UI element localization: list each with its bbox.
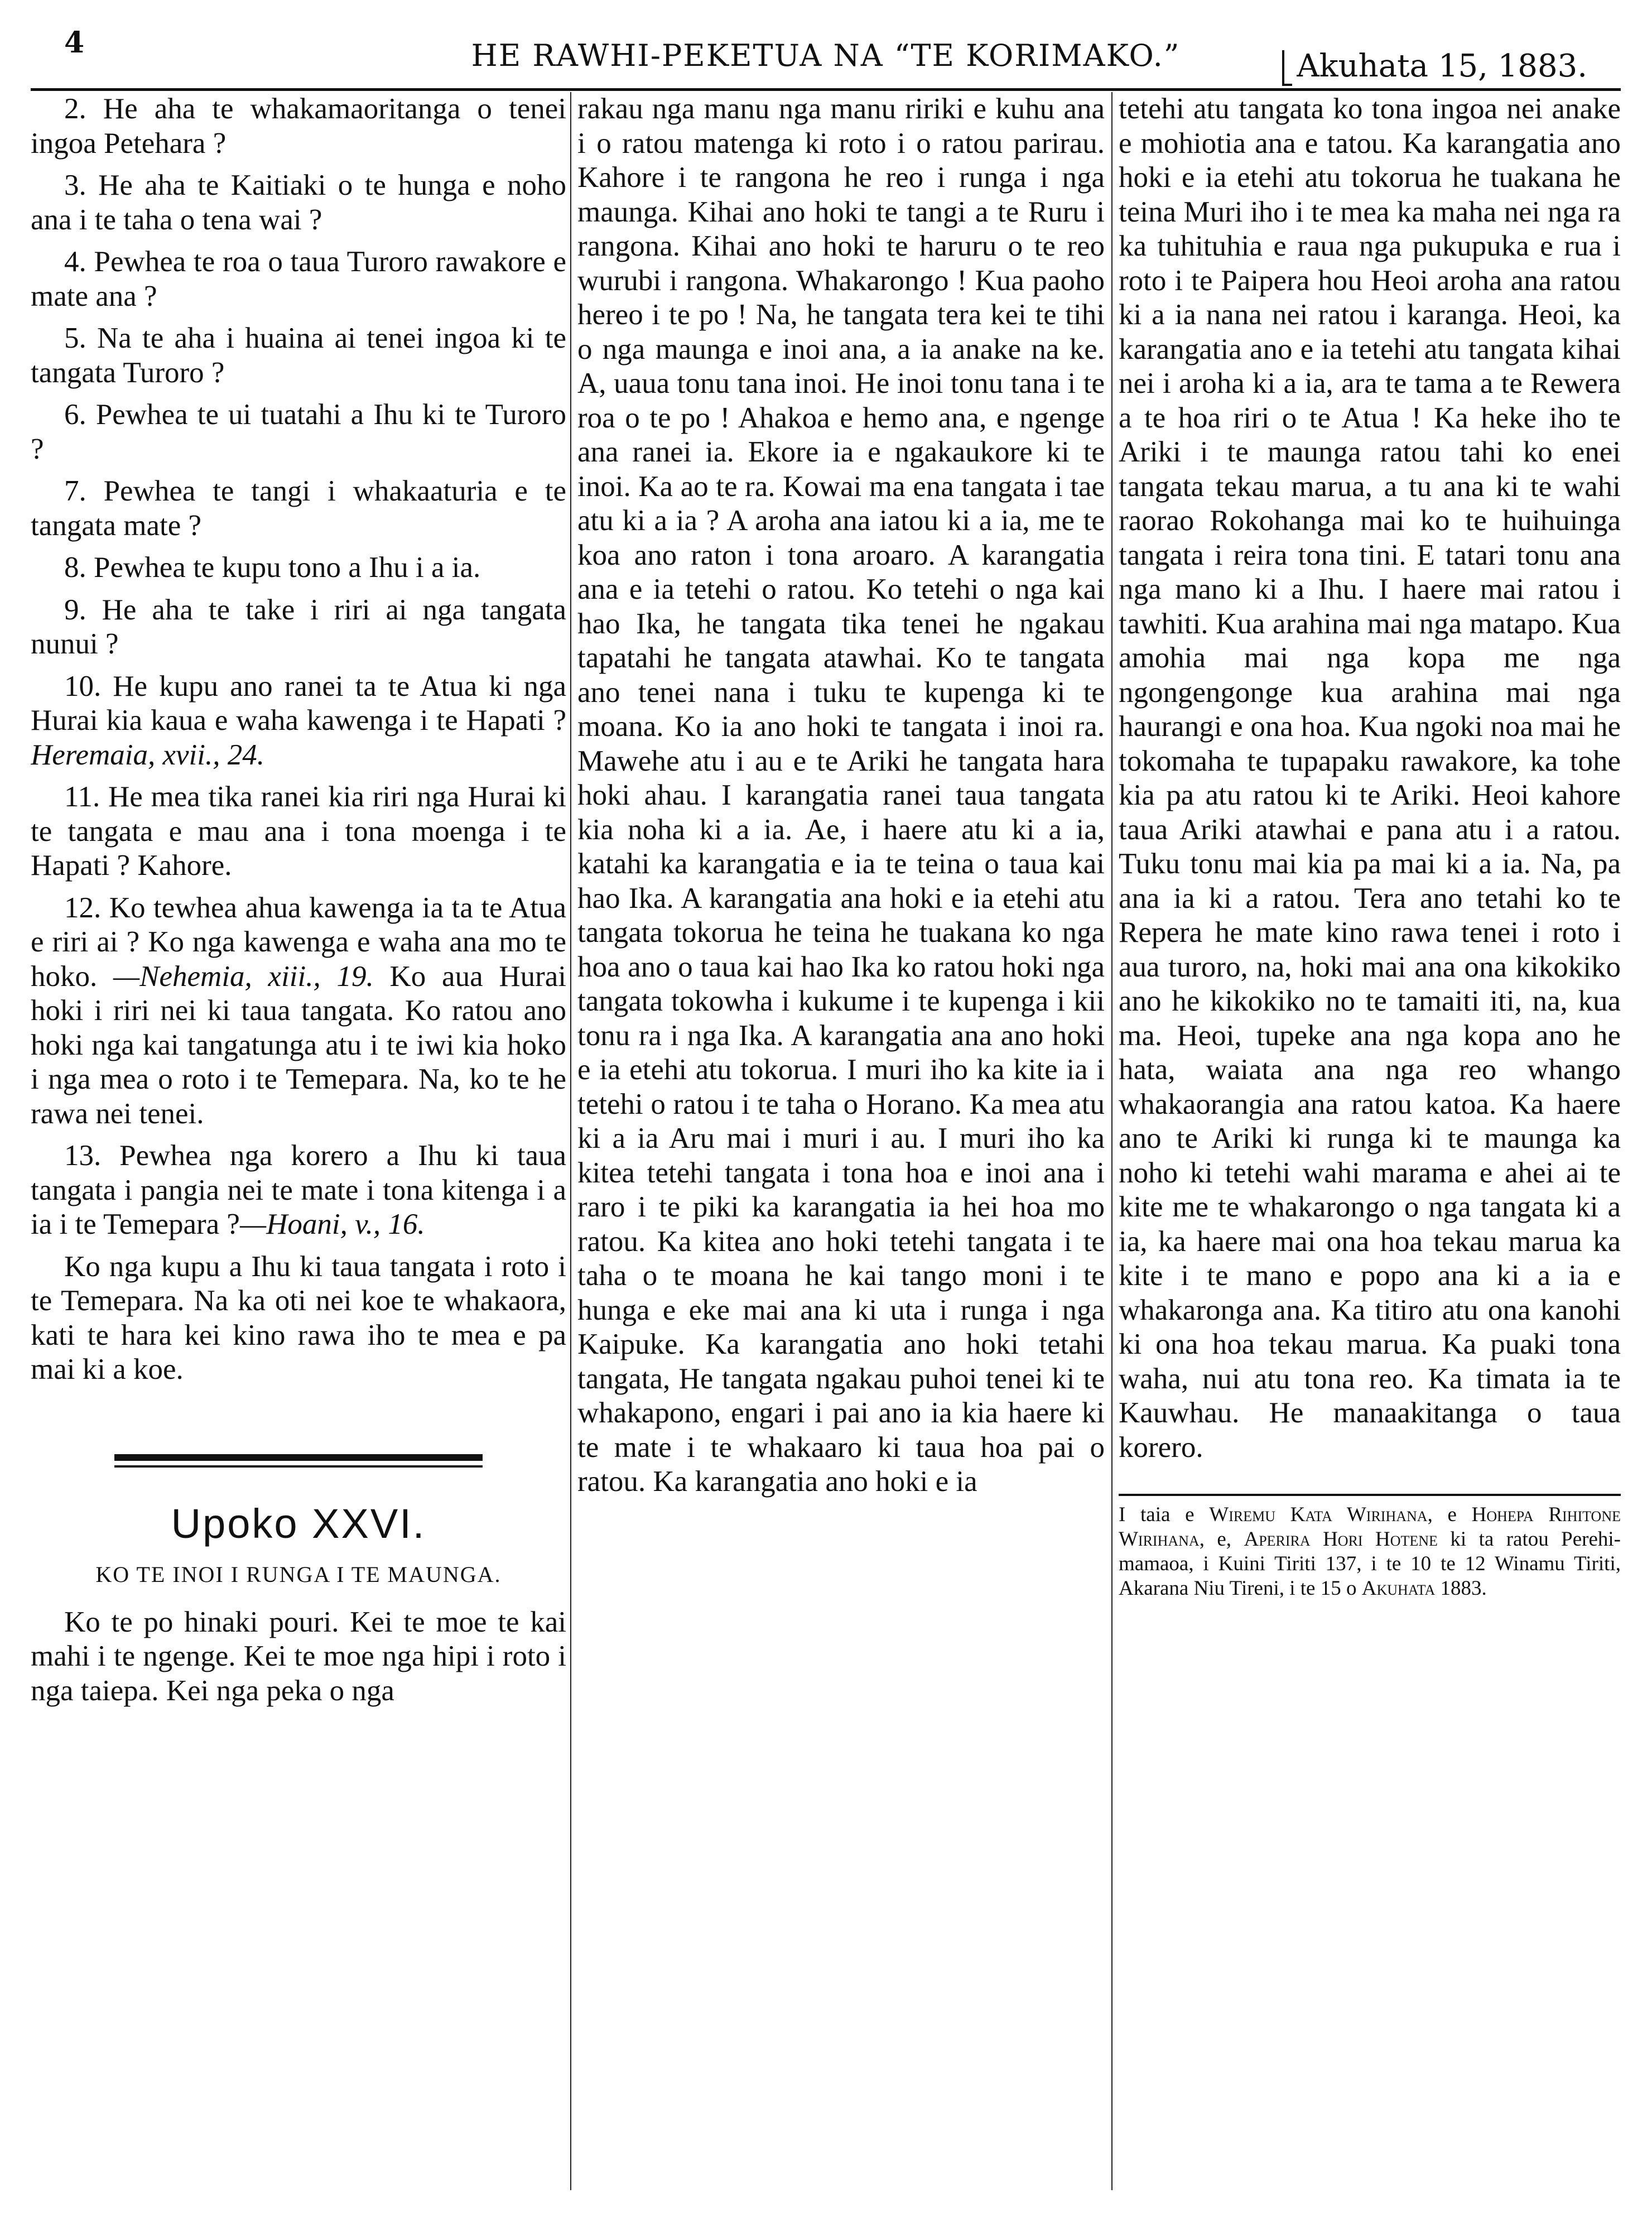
printer-name: Wiremu Kata Wirihana	[1209, 1503, 1428, 1526]
question-text: 12. Ko tewhea ahua kawenga ia ta te Atua e riri ai ? Ko nga kawenga e waha ana mo te hoko.	[31, 891, 566, 993]
question-text: 10. He kupu ano ranei ta te Atua ki nga Hurai kia kaua e waha kawenga i te Hapati ?	[31, 670, 566, 737]
page-number: 4	[64, 26, 85, 60]
question-12	[31, 891, 566, 1132]
section-divider	[114, 1454, 483, 1468]
question-11: 11. He mea tika ranei kia riri nga Hurai ki te tangata e mau ana i tona moenga i te Hapati ? Kahore.	[31, 781, 566, 882]
printer-name: Hohepa Rihitone Wirihana	[1119, 1503, 1621, 1551]
question: 7. Pewhea te tangi i whakaaturia e te tangata mate ?	[31, 475, 566, 542]
chapter-title: Upoko XXVI.	[171, 1500, 426, 1547]
question-13	[31, 1139, 566, 1242]
question-10	[31, 670, 566, 773]
question: 4. Pewhea te roa o taua Turoro rawakore e mate ana ?	[31, 246, 566, 312]
scripture-reference: —Nehemia, xiii., 19.	[113, 960, 374, 993]
question: 5. Na te aha i huaina ai tenei ingoa ki te tangata Turoro ?	[31, 322, 566, 389]
scripture-reference: Heremaia, xvii., 24.	[31, 738, 264, 771]
question-text: 13. Pewhea nga korero a Ihu ki taua tangata i pangia nei te mate i tona kitenga i a ia i te Temepara ?	[31, 1139, 566, 1240]
story-paragraph: tetehi atu tangata ko tona ingoa nei anake e mohiotia ana e tatou. Ka karangatia ano hoki e ia etehi atu tokorua he tuakana he teina Muri iho i te mea ka maha nei nga ra ka tuhituhia e raua nga pukupuka e rua i roto i te Paipera hou Heoi aroha ana ratou ki a ia nana nei ratou i karanga. Heoi, ka karangatia ano e ia tetehi atu tangata kihai nei i aroha ki a ia, ara te tama a te Rewera a te hoa riri o te Atua ! Ka heke iho te Ariki i te maunga ratou tahi ko enei tangata tekau marua, a tu ana ki te wahi raorao Rokohanga mai ko te huihuinga tangata i reira tona tini. E tatari tonu ana nga mano ki a Ihu. I haere mai ratou i tawhiti. Kua arahina mai nga matapo. Kua amohia mai nga kopa me nga ngongengonge kua arahina mai nga haurangi e ona hoa. Kua ngoki noa mai he tokomaha te tupapaku rawakore, ka tohe kia pa atu ratou ki te Ariki. Heoi kahore taua Ariki atawhai e pana atu i a ratou. Tuku tonu mai kia pa mai ki a ia. Na, pa ana ia ki a ratou. Tera ano tetahi ko te Repera he mate kino rawa tenei i roto i aua turoro, na, hoki mai ana ona kikokiko ano he kikokiko no te tamaiti iti, na, kua ma. Heoi, tupeke ana nga kopa ano he hata, waiata ana nga reo whango whakaorangia ana ratou katoa. Ka haere ano te Ariki ki runga ki te maunga ka noho ki tetehi wahi marama e ahei ai te kite me te whakarongo o nga tangata ki a ia, ka haere mai ona hoa tekau marua ka kite i te mano e popo ana ki a ia e whakaronga ana. Ka titiro atu ona kanohi ki ona hoa tekau marua. Ka puaki tona waha, nui atu tona reo. Ka timata ia te Kauwhau. He manaakitanga o taua korero.	[1119, 93, 1621, 1464]
column-1	[31, 92, 566, 2201]
scripture-reference: —Hoani, v., 16.	[239, 1208, 425, 1240]
column-3	[1119, 92, 1621, 2201]
question: 2. He aha te whakamaoritanga o tenei ingoa Petehara ?	[31, 93, 566, 160]
imprint-year: 1883.	[1440, 1577, 1487, 1600]
column-2	[577, 92, 1105, 2201]
question: 9. He aha te take i riri ai nga tangata nunui ?	[31, 593, 566, 660]
question: 3. He aha te Kaitiaki o te hunga e noho ana i te taha o tena wai ?	[31, 169, 566, 236]
question: 8. Pewhea te kupu tono a Ihu i a ia.	[64, 551, 481, 584]
printer-name: Aperira Hori Hotene	[1244, 1528, 1438, 1551]
issue-date: Akuhata 15, 1883.	[1297, 48, 1587, 84]
imprint-divider	[1119, 1494, 1621, 1496]
chapter-subtitle: KO TE INOI I RUNGA I TE MAUNGA.	[95, 1562, 502, 1587]
column-divider	[570, 92, 571, 2190]
chapter-paragraph: Ko te po hinaki pouri. Kei te moe te kai mahi i te ngenge. Kei te moe nga hipi i roto i nga taiepa. Kei nga peka o nga	[31, 1605, 566, 1707]
imprint-month: Akuhata	[1361, 1577, 1436, 1600]
page-header	[31, 21, 1621, 91]
newspaper-title: HE RAWHI-PEKETUA NA “TE KORIMAKO.”	[471, 38, 1181, 73]
column-divider	[1111, 92, 1112, 2190]
question: 6. Pewhea te ui tuatahi a Ihu ki te Turoro ?	[31, 398, 566, 465]
answer-paragraph: Ko nga kupu a Ihu ki taua tangata i roto i te Temepara. Na ka oti nei koe te whakaora, kati te hara kei kino rawa iho te mea e pa mai ki a koe.	[31, 1250, 566, 1386]
story-paragraph: rakau nga manu nga manu ririki e kuhu ana i o ratou matenga ki roto i o ratou parirau. Kahore i te rangona he reo i runga i nga maunga. Kihai ano hoki te tangi a te Ruru i rangona. Kihai ano hoki te haruru o te reo wurubi i rangona. Whakarongo ! Kua paoho hereo i te po ! Na, he tangata tera kei te tihi o nga maunga e inoi ana, a ia anake na ke. A, uaua tonu tana inoi. He inoi tonu tana i te roa o te po ! Ahakoa e hemo ana, e ngenge ana ranei ia. Ekore ia e ngakaukore ki te inoi. Ka ao te ra. Kowai ma ena tangata i tae atu ki a ia ? A aroha ana iatou ki a ia, me te koa ano raton i tona aroaro. A karangatia ana e ia tetehi o ratou. Ko tetehi o nga kai hao Ika, he tangata tika tenei he ngakau tapatahi he tangata atawhai. Ko te tangata ano tenei nana i tuku te kupenga ki te moana. Ko ia ano hoki te tangata i inoi ra. Mawehe atu i au e te Ariki he tangata hara hoki ahau. I karangatia ranei taua tangata kia noha ki a ia. Ae, i haere atu ki a ia, katahi ka karangatia e ia te teina o taua kai hao Ika. A karangatia ana hoki e ia etehi atu tangata tokorua he teina he tuakana ko nga hoa ano o taua kai hao Ika ko ratou hoki nga tangata tokowha i kukume i te kupenga i kii tonu ra i nga Ika. A karangatia ana ano hoki e ia etehi atu tokorua. I muri iho ka kite ia i tetehi o ratou i te taha o Horano. Ka mea atu ki a ia Aru mai i muri i au. I muri iho ka kitea tetehi tangata i tona hoa e inoi ana i raro i te piki ka karangatia ia hei hoa mo ratou. Ka kitea ano hoki tetehi tangata i te taha o te moana he kai tango moni i te hunga e eke mai ana ki uta i runga i nga Kaipuke. Ka karangatia ano hoki tetahi tangata, He tangata ngakau puhoi tenei ki te whakapono, engari i pai ano ia kia haere ki te mate i te whakaaro ki taua hoa pai o ratou. Ka karangatia ano hoki e ia	[577, 93, 1105, 1498]
question-text: Ko aua Hurai hoki i riri nei ki taua tangata. Ko ratou ano hoki nga kai tangatunga atu i te iwi kia hoko i nga mea o roto i te Temepara. Na, ko te he rawa nei tenei.	[31, 960, 566, 1130]
printer-imprint: I taia e Wiremu Kata Wirihana, e Hohepa Rihitone Wirihana, e, Aperira Hori Hotene ki ta ratou Perehi-mamaoa, i Kuini Tiriti 137, i te 10 te 12 Winamu Tiriti, Akarana Niu Tireni, i te 15 o Akuhata 1883.	[1119, 1503, 1621, 1600]
